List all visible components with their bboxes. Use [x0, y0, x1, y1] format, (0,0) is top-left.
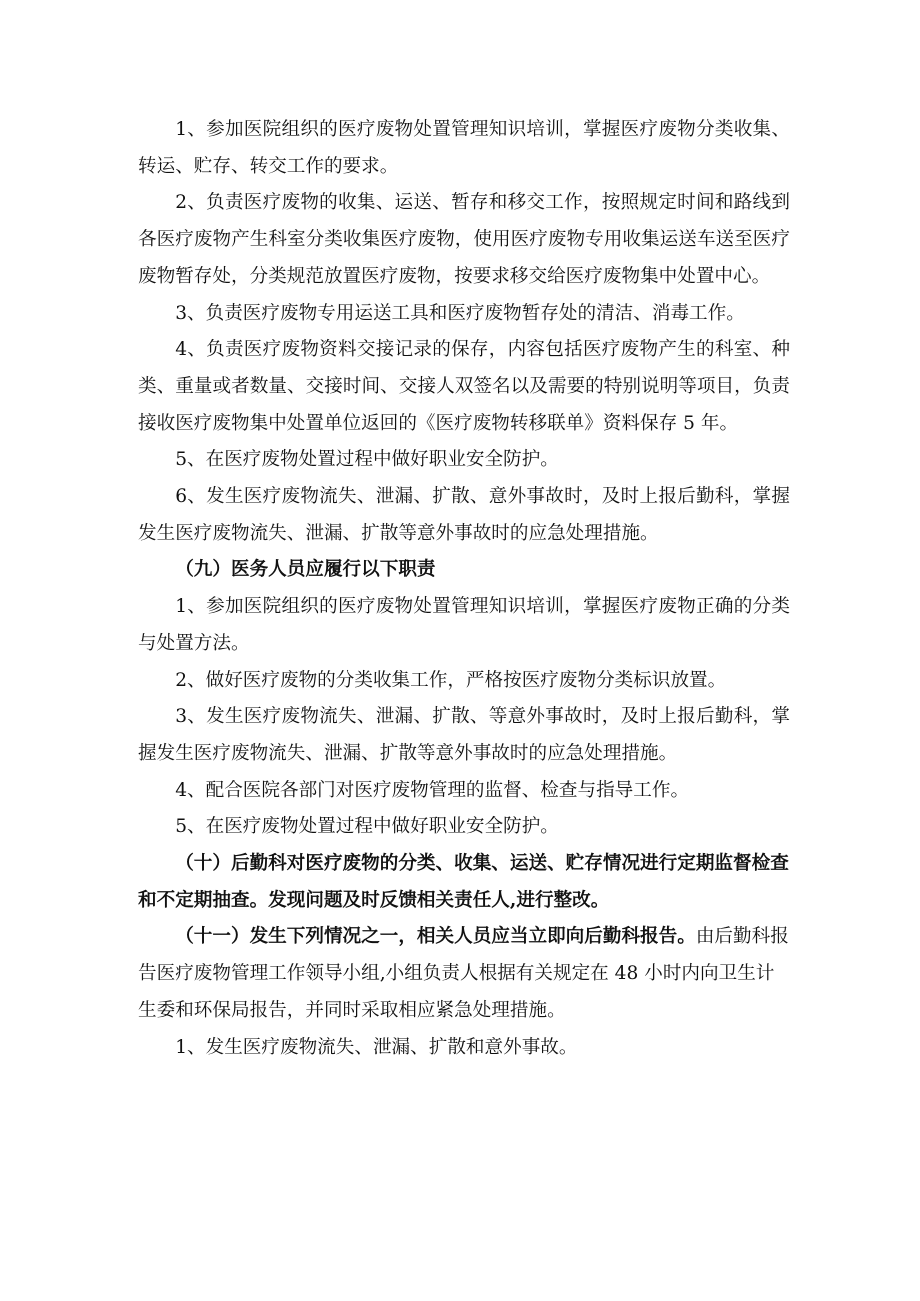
section-9-item-5: 5、在医疗废物处置过程中做好职业安全防护。 — [175, 816, 559, 838]
section-9-item-3: 3、发生医疗废物流失、泄漏、扩散、等意外事故时，及时上报后勤科，掌握发生医疗废物流失、泄漏、扩散等意外事故时的应急处理措施。 — [138, 706, 790, 764]
section-11-bold-lead: （十一）发生下列情况之一，相关人员应当立即向后勤科报告。 — [175, 926, 696, 948]
paragraph-4: 4、负责医疗废物资料交接记录的保存，内容包括医疗废物产生的科室、种类、重量或者数量、交接时间、交接人双签名以及需要的特别说明等项目，负责接收医疗废物集中处置单位返回的《医疗废物转移联单》资料保存 5 年。 — [138, 339, 790, 434]
paragraph-3: 3、负责医疗废物专用运送工具和医疗废物暂存处的清洁、消毒工作。 — [175, 302, 745, 324]
section-11-item-1: 1、发生医疗废物流失、泄漏、扩散和意外事故。 — [175, 1036, 578, 1058]
section-9-item-4: 4、配合医院各部门对医疗废物管理的监督、检查与指导工作。 — [175, 779, 690, 801]
paragraph-2: 2、负责医疗废物的收集、运送、暂存和移交工作，按照规定时间和路线到各医疗废物产生科室分类收集医疗废物，使用医疗废物专用收集运送车送至医疗废物暂存处，分类规范放置医疗废物，按要求移交给医疗废物集中处置中心。 — [138, 192, 790, 287]
paragraph-6: 6、发生医疗废物流失、泄漏、扩散、意外事故时，及时上报后勤科，掌握发生医疗废物流失、泄漏、扩散等意外事故时的应急处理措施。 — [138, 486, 790, 544]
section-heading-10: （十）后勤科对医疗废物的分类、收集、运送、贮存情况进行定期监督检查和不定期抽查。发现问题及时反馈相关责任人,进行整改。 — [138, 853, 789, 911]
section-heading-9: （九）医务人员应履行以下职责 — [175, 559, 436, 581]
section-9-item-2: 2、做好医疗废物的分类收集工作，严格按医疗废物分类标识放置。 — [175, 669, 727, 691]
section-9-item-1: 1、参加医院组织的医疗废物处置管理知识培训，掌握医疗废物正确的分类与处置方法。 — [138, 596, 790, 654]
section-heading-11 — [138, 919, 790, 1029]
paragraph-1: 1、参加医院组织的医疗废物处置管理知识培训，掌握医疗废物分类收集、转运、贮存、转交工作的要求。 — [138, 119, 790, 177]
section-11-body: 由后勤科报告医疗废物管理工作领导小组,小组负责人根据有关规定在 48 小时内向卫生计生委和环保局报告，并同时采取相应紧急处理措施。 — [138, 926, 789, 1021]
paragraph-5: 5、在医疗废物处置过程中做好职业安全防护。 — [175, 449, 559, 471]
